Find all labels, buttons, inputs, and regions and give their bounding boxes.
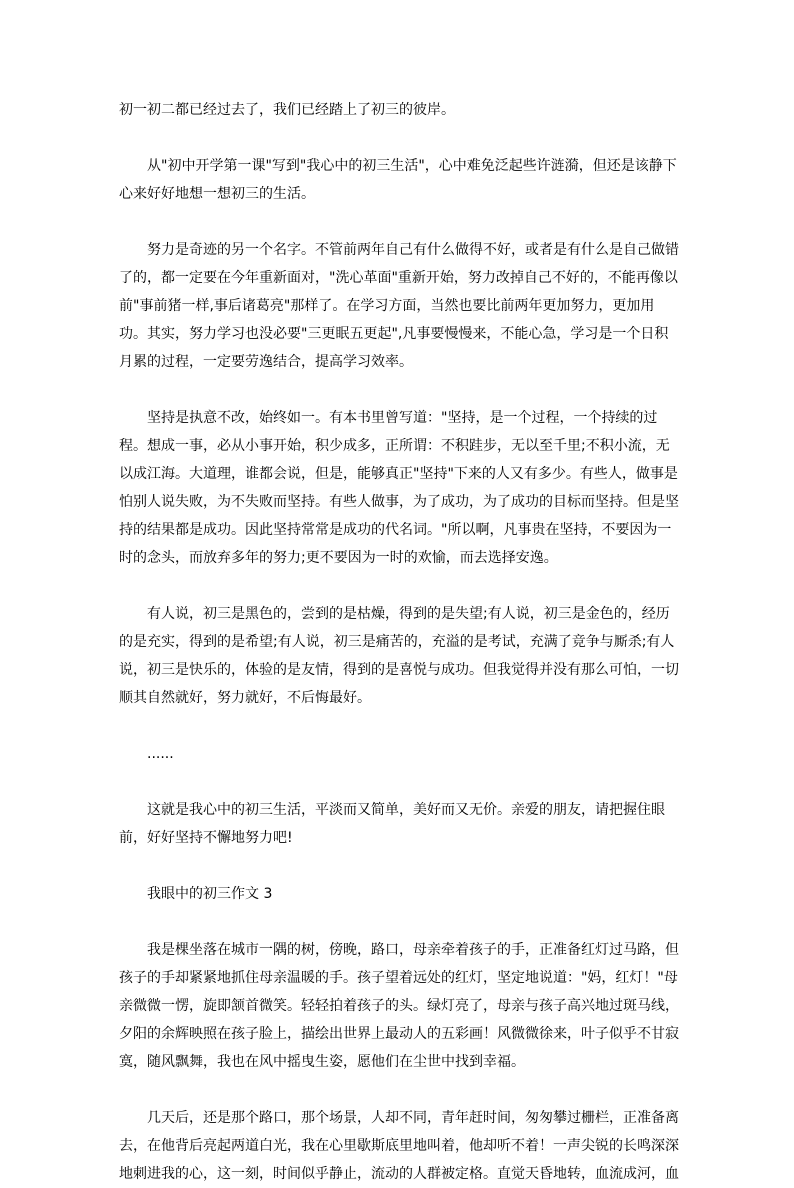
paragraph-7: 我是棵坐落在城市一隅的树，傍晚，路口，母亲牵着孩子的手，正准备红灯过马路，但孩子的手却紧紧地抓住母亲温暖的手。孩子望着远处的红灯，坚定地说道："妈，红灯！"母亲微微一愣，旋即颔首微笑。轻轻拍着孩子的头。绿灯亮了，母亲与孩子高兴地过斑马线，夕阳的余辉映照在孩子脸上，描绘出世界上最动人的五彩画！风微微徐来，叶子似乎不甘寂寞，随风飘舞，我也在风中摇曳生姿，愿他们在尘世中找到幸福。 [119,942,679,1070]
paragraph-1: 初一初二都已经过去了，我们已经踏上了初三的彼岸。 [119,102,455,118]
paragraph-gap [119,208,681,236]
paragraph-gap [119,852,681,880]
paragraph-5: 有人说，初三是黑色的，尝到的是枯燥，得到的是失望;有人说，初三是金色的，经历的是充实，得到的是希望;有人说，初三是痛苦的，充溢的是考试，充满了竞争与厮杀;有人说，初三是快乐的，体验的是友情，得到的是喜悦与成功。但我觉得并没有那么可怕，一切顺其自然就好，努力就好，不后悔最好。 [119,606,679,706]
paragraph-gap [119,376,681,404]
paragraph-gap [119,124,681,152]
paragraph-2: 从"初中开学第一课"写到"我心中的初三生活"，心中难免泛起些许涟漪，但还是该静下心来好好地想一想初三的生活。 [119,158,677,202]
ellipsis-line: ...... [147,746,174,762]
section-heading: 我眼中的初三作文 3 [147,886,273,902]
paragraph-gap [119,768,681,796]
paragraph-6: 这就是我心中的初三生活，平淡而又简单，美好而又无价。亲爱的朋友，请把握住眼前，好好坚持不懈地努力吧! [119,802,665,846]
paragraph-gap [119,908,681,936]
paragraph-8: 几天后，还是那个路口，那个场景，人却不同，青年赶时间，匆匆攀过栅栏，正准备离去，在他背后亮起两道白光，我在心里歇斯底里地叫着，他却听不着！一声尖锐的长鸣深深地刺进我的心，这一刻，时间似乎静止，流动的人群被定格。直觉天昏地转，血流成河，血 [119,1110,679,1182]
paragraph-4: 坚持是执意不改，始终如一。有本书里曾写道："坚持，是一个过程，一个持续的过程。想成一事，必从小事开始，积少成多，正所谓：不积跬步，无以至千里;不积小流，无以成江海。大道理，谁都会说，但是，能够真正"坚持"下来的人又有多少。有些人，做事是怕别人说失败，为不失败而坚持。有些人做事，为了成功，为了成功的目标而坚持。但是坚持的结果都是成功。因此坚持常常是成功的代名词。"所以啊，凡事贵在坚持，不要因为一时的念头，而放弃多年的努力;更不要因为一时的欢愉，而去选择安逸。 [119,410,679,566]
document-body [119,96,681,1188]
paragraph-gap [119,712,681,740]
paragraph-3: 努力是奇迹的另一个名字。不管前两年自己有什么做得不好，或者是有什么是自己做错了的，都一定要在今年重新面对，"洗心革面"重新开始，努力改掉自己不好的，不能再像以前"事前猪一样,事后诸葛亮"那样了。在学习方面，当然也要比前两年更加努力，更加用功。其实，努力学习也没必要"三更眠五更起",凡事要慢慢来，不能心急，学习是一个日积月累的过程，一定要劳逸结合，提高学习效率。 [119,242,679,370]
paragraph-gap [119,1076,681,1104]
paragraph-gap [119,572,681,600]
